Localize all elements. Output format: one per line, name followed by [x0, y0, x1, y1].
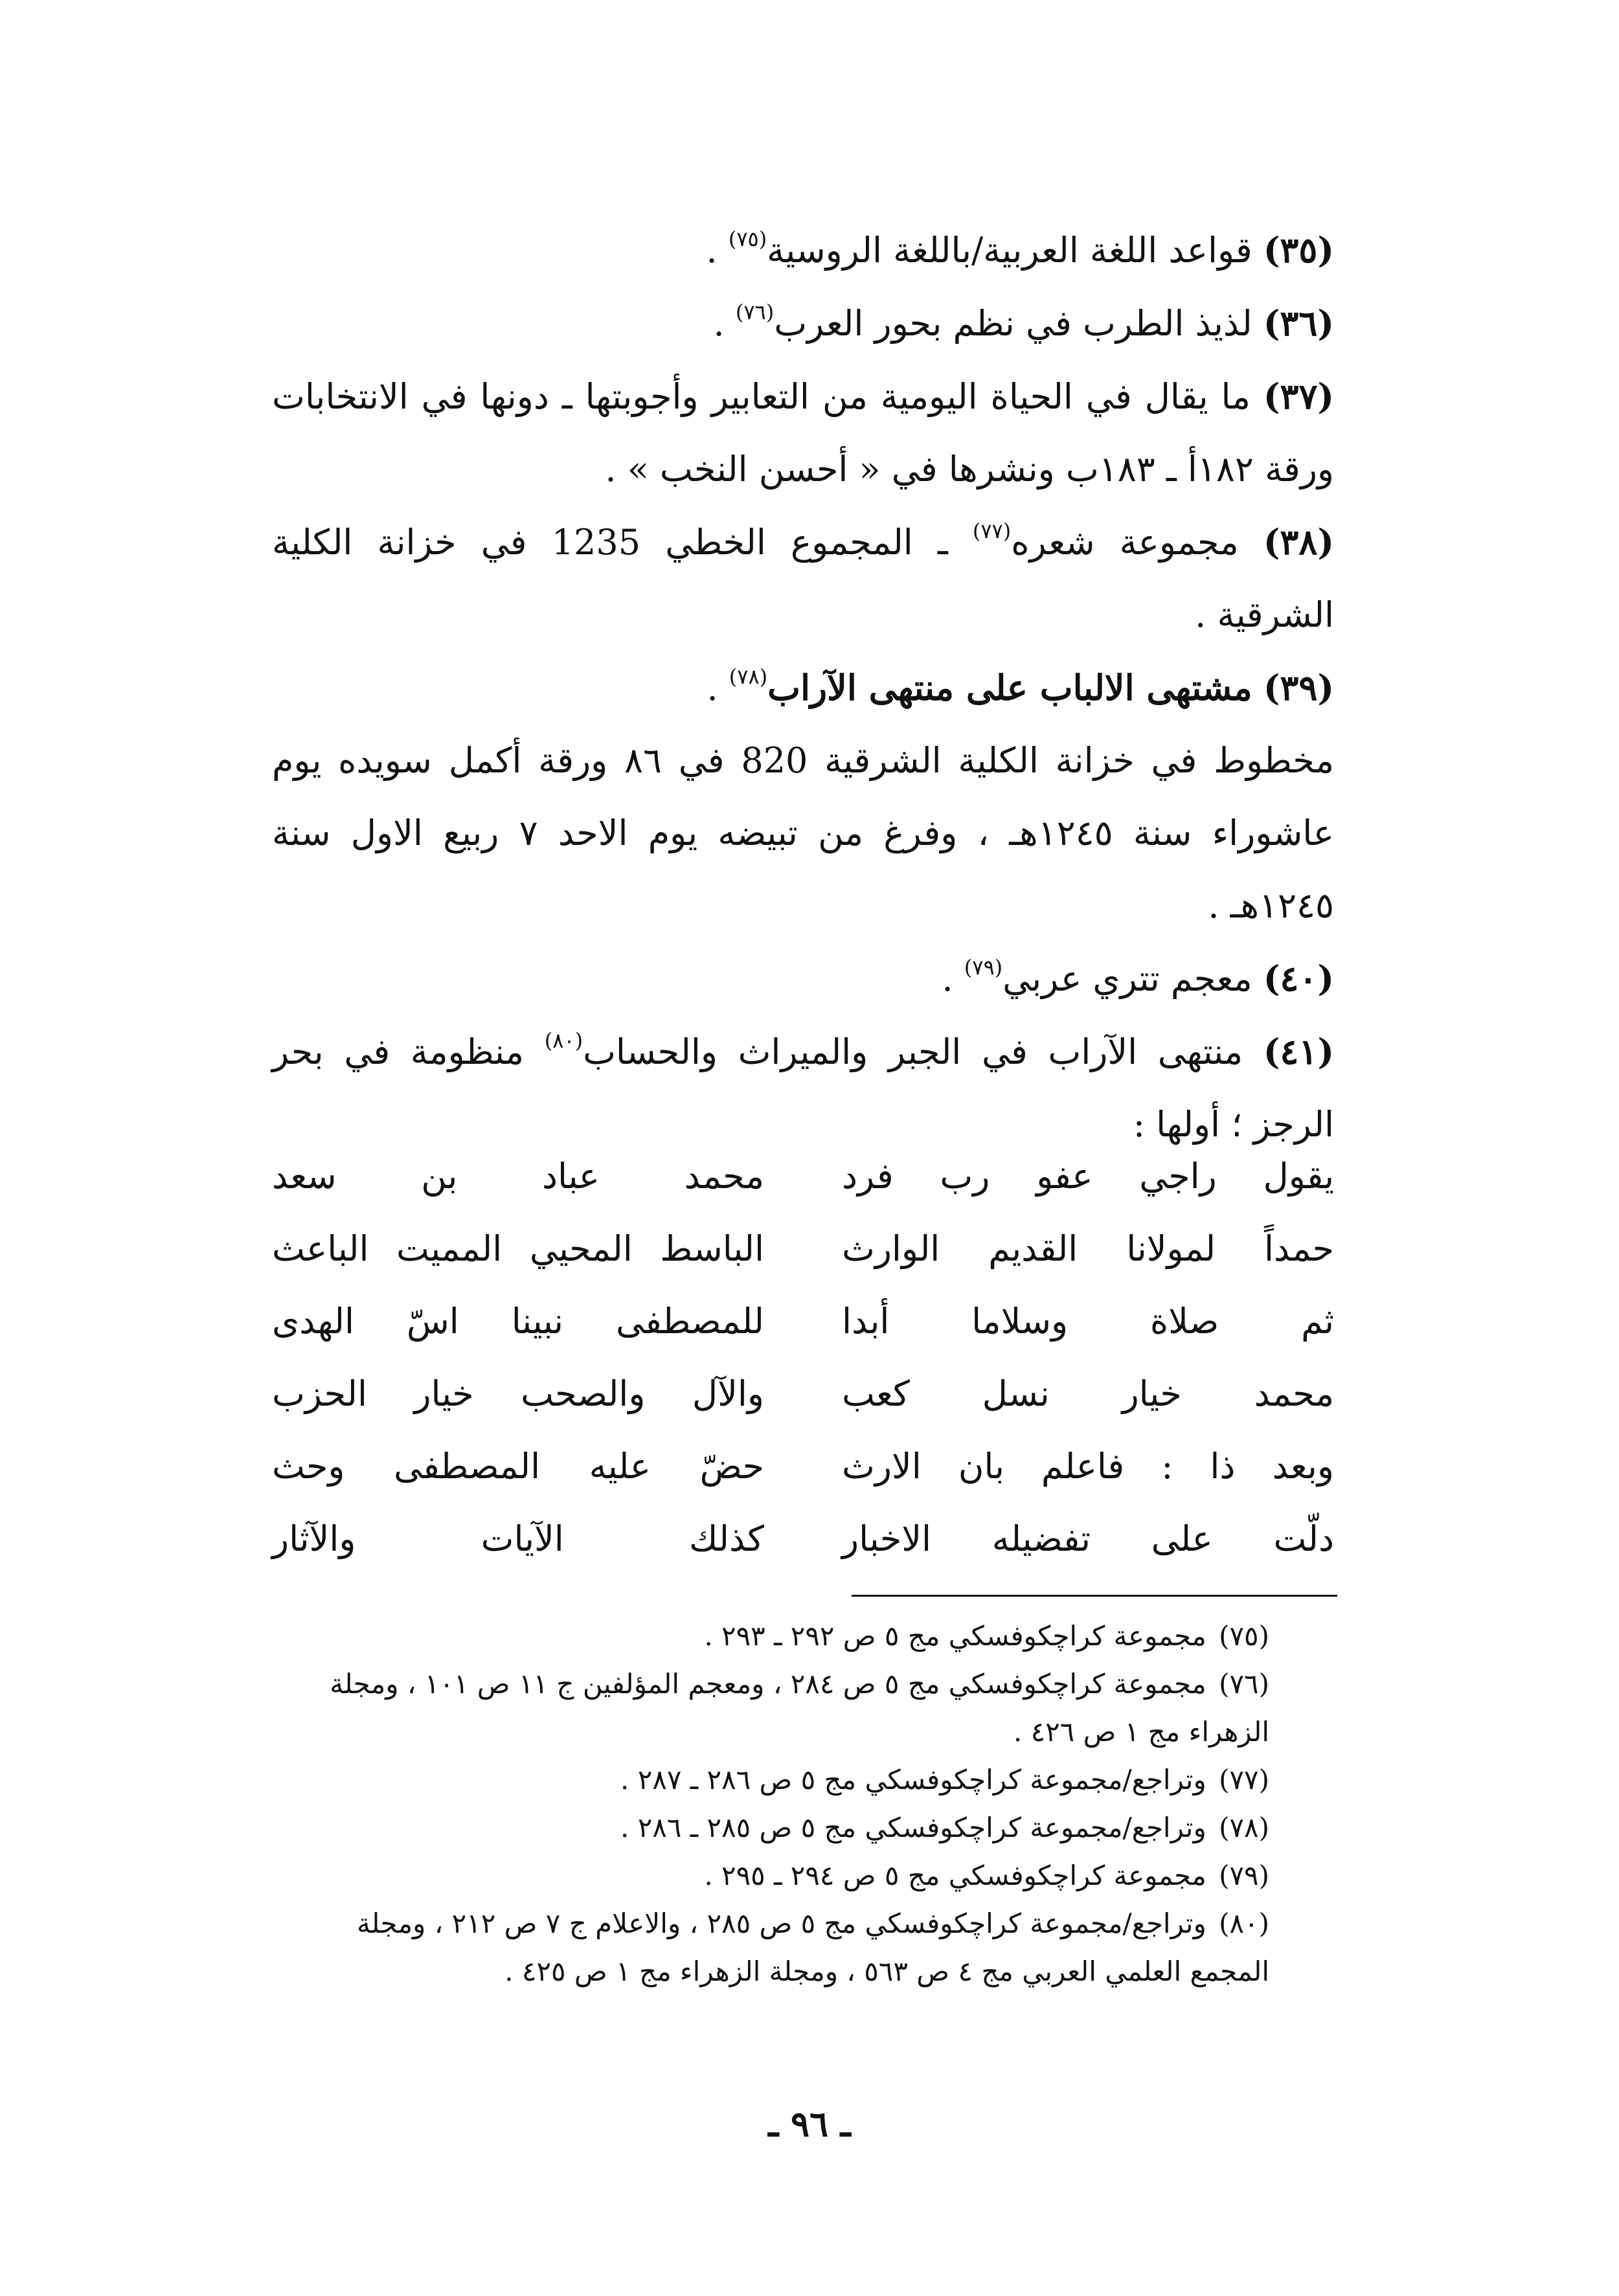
footnote-number: (٨٠) — [1219, 1908, 1269, 1939]
entry-title: مشتهى الالباب على منتهى الآراب — [767, 667, 1252, 708]
footnote-text: مجموعة كراچكوفسكي مج ٥ ص ٢٩٤ ـ ٢٩٥ . — [704, 1860, 1206, 1891]
footnote-text: وتراجع/مجموعة كراچكوفسكي مج ٥ ص ٢٨٥ ـ ٢٨٦ . — [620, 1812, 1206, 1843]
entry-number: (٣٥) — [1263, 229, 1334, 271]
entry-35 — [272, 214, 1334, 287]
poem-verse — [272, 1285, 1334, 1357]
poem-verse — [272, 1430, 1334, 1502]
footnote-number: (٧٨) — [1219, 1812, 1269, 1843]
entry-tail: ـ المجموع الخطي 1235 في خزانة الكلية الشرقية . — [272, 522, 1334, 635]
entry-tail: . — [707, 668, 729, 708]
footnote-79 — [272, 1852, 1347, 1900]
poem-hemistich-left: محمد عباد بن سعد — [272, 1155, 764, 1197]
footnote-divider — [852, 1595, 1337, 1597]
entry-number: (٤٠) — [1263, 958, 1334, 999]
poem-verse — [272, 1357, 1334, 1430]
footnote-ref: (٧٩) — [964, 955, 1003, 980]
entry-tail: . — [706, 230, 729, 271]
entry-tail: . — [713, 303, 736, 344]
footnote-number: (٧٥) — [1219, 1620, 1269, 1652]
entry-number: (٣٦) — [1263, 302, 1334, 344]
footnote-ref: (٧٨) — [729, 664, 768, 689]
entry-39 — [272, 651, 1334, 725]
footnote-text: وتراجع/مجموعة كراچكوفسكي مج ٥ ص ٢٨٥ ، والاعلام ج ٧ ص ٢١٢ ، ومجلة المجمع العلمي العربي مج ٤ ص ٥٦٣ ، ومجلة الزهراء مج ١ ص ٤٢٥ . — [357, 1908, 1269, 1987]
footnote-ref: (٨٠) — [544, 1028, 583, 1053]
entry-37 — [272, 360, 1334, 506]
footnote-75 — [272, 1612, 1347, 1660]
poem-hemistich-right: محمد خيار نسل كعب — [842, 1373, 1334, 1414]
poem-hemistich-left: الباسط المحيي المميت الباعث — [272, 1228, 764, 1269]
footnote-text: مجموعة كراچكوفسكي مج ٥ ص ٢٩٢ ـ ٢٩٣ . — [704, 1620, 1206, 1652]
footnote-text: وتراجع/مجموعة كراچكوفسكي مج ٥ ص ٢٨٦ ـ ٢٨٧ . — [620, 1764, 1206, 1795]
footnotes — [272, 1612, 1347, 1996]
entry-36 — [272, 287, 1334, 360]
poem-verse — [272, 1140, 1334, 1212]
footnote-number: (٧٦) — [1219, 1668, 1269, 1700]
entry-number: (٣٩) — [1263, 667, 1334, 708]
footnote-number: (٧٩) — [1219, 1860, 1269, 1891]
entry-title: قواعد اللغة العربية/باللغة الروسية — [767, 230, 1252, 271]
footnote-78 — [272, 1804, 1347, 1852]
poem-hemistich-right: حمداً لمولانا القديم الوارث — [842, 1228, 1334, 1269]
entry-title: مجموعة شعره — [1011, 522, 1239, 563]
entry-body: مخطوط في خزانة الكلية الشرقية 820 في ٨٦ ورقة أكمل سويده يوم عاشوراء سنة ١٢٤٥هـ ، وفرغ من تبيضه يوم الاحد ٧ ربيع الاول سنة ١٢٤٥هـ . — [272, 740, 1335, 926]
entry-tail: منظومة في بحر الرجز ؛ أولها : — [272, 1031, 1334, 1145]
poem-hemistich-left: والآل والصحب خيار الحزب — [272, 1373, 764, 1414]
poem-hemistich-left: حضّ عليه المصطفى وحث — [272, 1445, 764, 1487]
manuscript-description — [272, 725, 1334, 942]
footnote-ref: (٧٦) — [735, 300, 775, 324]
footnote-76 — [272, 1660, 1347, 1756]
poem-hemistich-left: للمصطفى نبينا اسّ الهدى — [272, 1300, 764, 1342]
entry-40 — [272, 942, 1334, 1015]
poem-verse — [272, 1502, 1334, 1575]
entry-tail: . — [942, 958, 964, 999]
poem-hemistich-right: وبعد ذا : فاعلم بان الارث — [842, 1445, 1334, 1487]
entry-38 — [272, 506, 1334, 651]
entry-title: معجم تتري عربي — [1002, 958, 1252, 999]
footnote-ref: (٧٧) — [972, 519, 1012, 543]
entry-title: لذيذ الطرب في نظم بحور العرب — [774, 303, 1252, 344]
entry-title: ما يقال في الحياة اليومية من التعابير وأجوبتها ـ دونها في الانتخابات ورقة ١٨٢أ ـ ١٨٣ب ونشرها في « أحسن النخب » . — [272, 376, 1334, 490]
entry-number: (٤١) — [1263, 1031, 1334, 1072]
entry-number: (٣٨) — [1263, 521, 1334, 563]
entry-number: (٣٧) — [1263, 376, 1335, 417]
footnote-ref: (٧٥) — [728, 227, 767, 251]
footnote-number: (٧٧) — [1219, 1764, 1269, 1795]
footnote-80 — [272, 1900, 1347, 1996]
poem — [272, 1140, 1334, 1575]
page-number: ـ ٩٦ ـ — [768, 2103, 851, 2144]
poem-hemistich-right: يقول راجي عفو رب فرد — [842, 1155, 1334, 1197]
poem-hemistich-right: ثم صلاة وسلاما أبدا — [842, 1300, 1334, 1342]
poem-hemistich-right: دلّت على تفضيله الاخبار — [842, 1518, 1334, 1559]
entry-title: منتهى الآراب في الجبر والميراث والحساب — [583, 1031, 1243, 1072]
poem-hemistich-left: كذلك الآيات والآثار — [272, 1518, 764, 1559]
footnote-77 — [272, 1756, 1347, 1804]
footnote-text: مجموعة كراچكوفسكي مج ٥ ص ٢٨٤ ، ومعجم المؤلفين ج ١١ ص ١٠١ ، ومجلة الزهراء مج ١ ص ٤٢٦ . — [330, 1668, 1269, 1748]
main-text — [272, 214, 1334, 1161]
poem-verse — [272, 1212, 1334, 1285]
